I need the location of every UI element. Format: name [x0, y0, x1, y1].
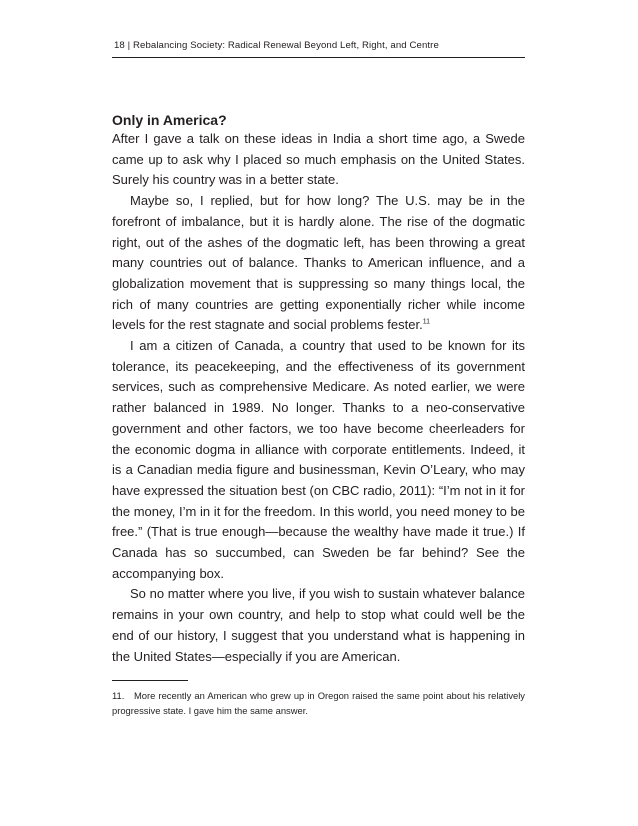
paragraph-1: After I gave a talk on these ideas in India a short time ago, a Swede came up to ask why I placed so much emphasis on the United States. Surely his country was in a better state. [112, 131, 525, 188]
paragraph-4: So no matter where you live, if you wish to sustain whatever balance remains in your own country, and help to stop what could well be the end of our history, I suggest that you understand what is happening in the United States—especially if you are American. [112, 586, 525, 664]
paragraph-2-text: Maybe so, I replied, but for how long? The U.S. may be in the forefront of imbalance, but it is hardly alone. The rise of the dogmatic right, out of the ashes of the dogmatic left, has been throwing a great many countries out of balance. Thanks to American influence, and a globalization movement that is suppressing so many things local, the rich of many countries are getting exponentially richer while income levels for the rest stagnate and social problems fester. [112, 193, 525, 333]
footnote-text: More recently an American who grew up in Oregon raised the same point about his relatively progressive state. I gave him the same answer. [112, 690, 525, 716]
section-title: Only in America? [112, 112, 227, 128]
paragraph-2 [112, 191, 525, 336]
running-head: 18 | Rebalancing Society: Radical Renewal Beyond Left, Right, and Centre [114, 40, 439, 51]
paragraph-3: I am a citizen of Canada, a country that used to be known for its tolerance, its peacekeeping, and the effectiveness of its government services, such as comprehensive Medicare. As noted earlier, we were rather balanced in 1989. No longer. Thanks to a neo-conservative government and other factors, we too have become cheerleaders for the economic dogma in alliance with corporate entitlements. Indeed, it is a Canadian media figure and businessman, Kevin O’Leary, who may have expressed the situation best (on CBC radio, 2011): “I’m not in it for the money, I’m in it for the freedom. In this world, you need money to be free.” (That is true enough—because the wealthy have made it true.) If Canada has so succumbed, can Sweden be far behind? See the accompanying box. [112, 338, 525, 581]
footnote [112, 689, 525, 718]
body-text [112, 129, 525, 667]
footnote-reference[interactable]: 11 [422, 319, 430, 326]
footnote-rule [112, 680, 188, 681]
footnote-number: 11. [112, 690, 125, 701]
header-rule [112, 57, 525, 58]
